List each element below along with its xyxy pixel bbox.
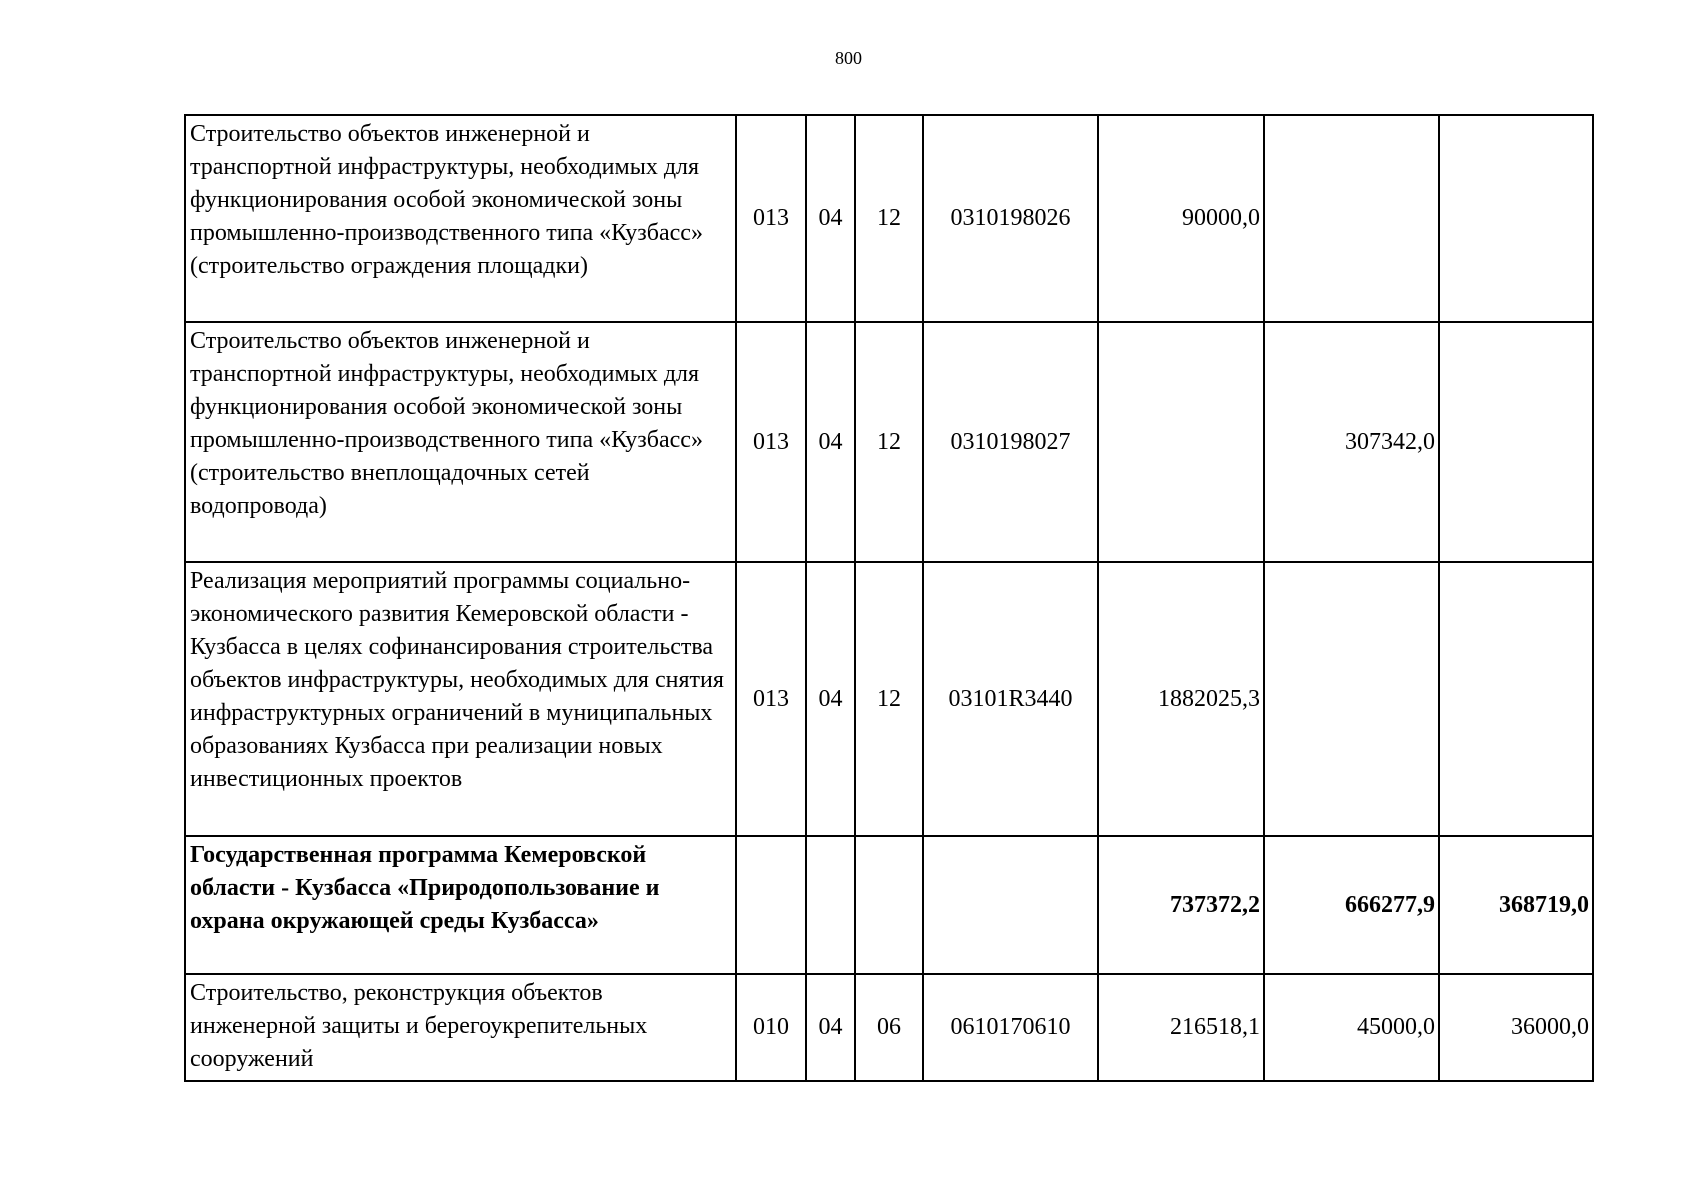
amount-2 — [1264, 115, 1439, 322]
target-code: 0610170610 — [923, 974, 1098, 1081]
subsection-code: 12 — [855, 322, 923, 562]
table-row-program — [185, 836, 1593, 974]
section-code: 04 — [806, 115, 855, 322]
section-code: 04 — [806, 562, 855, 836]
row-name: Реализация мероприятий программы социально-экономического развития Кемеровской области - Кузбасса в целях софинансирования строительства объектов инфраструктуры, необходимых для снятия инфраструктурных ограничений в муниципальных образованиях Кузбасса при реализации новых инвестиционных проектов — [185, 562, 736, 836]
subsection-code: 12 — [855, 562, 923, 836]
target-code: 0310198026 — [923, 115, 1098, 322]
amount-3 — [1439, 322, 1593, 562]
budget-table — [184, 114, 1594, 1082]
amount-1: 1882025,3 — [1098, 562, 1264, 836]
ministry-code: 013 — [736, 562, 806, 836]
amount-3: 368719,0 — [1439, 836, 1593, 974]
subsection-code: 06 — [855, 974, 923, 1081]
section-code: 04 — [806, 974, 855, 1081]
amount-2: 307342,0 — [1264, 322, 1439, 562]
ministry-code — [736, 836, 806, 974]
amount-1: 90000,0 — [1098, 115, 1264, 322]
amount-2 — [1264, 562, 1439, 836]
ministry-code: 013 — [736, 322, 806, 562]
target-code: 0310198027 — [923, 322, 1098, 562]
row-name: Строительство, реконструкция объектов инженерной защиты и берегоукрепительных сооружений — [185, 974, 736, 1081]
table-row — [185, 322, 1593, 562]
subsection-code — [855, 836, 923, 974]
page-number: 800 — [835, 48, 862, 68]
amount-2: 666277,9 — [1264, 836, 1439, 974]
target-code: 03101R3440 — [923, 562, 1098, 836]
table-row — [185, 562, 1593, 836]
subsection-code: 12 — [855, 115, 923, 322]
program-name: Государственная программа Кемеровской области - Кузбасса «Природопользование и охрана окружающей среды Кузбасса» — [185, 836, 736, 974]
amount-3 — [1439, 115, 1593, 322]
ministry-code: 013 — [736, 115, 806, 322]
amount-3: 36000,0 — [1439, 974, 1593, 1081]
amount-1: 216518,1 — [1098, 974, 1264, 1081]
target-code — [923, 836, 1098, 974]
amount-1 — [1098, 322, 1264, 562]
amount-2: 45000,0 — [1264, 974, 1439, 1081]
row-name: Строительство объектов инженерной и транспортной инфраструктуры, необходимых для функционирования особой экономической зоны промышленно-производственного типа «Кузбасс» (строительство внеплощадочных сетей водопровода) — [185, 322, 736, 562]
section-code: 04 — [806, 322, 855, 562]
table-row — [185, 115, 1593, 322]
ministry-code: 010 — [736, 974, 806, 1081]
table-row — [185, 974, 1593, 1081]
amount-3 — [1439, 562, 1593, 836]
amount-1: 737372,2 — [1098, 836, 1264, 974]
section-code — [806, 836, 855, 974]
row-name: Строительство объектов инженерной и транспортной инфраструктуры, необходимых для функционирования особой экономической зоны промышленно-производственного типа «Кузбасс» (строительство ограждения площадки) — [185, 115, 736, 322]
